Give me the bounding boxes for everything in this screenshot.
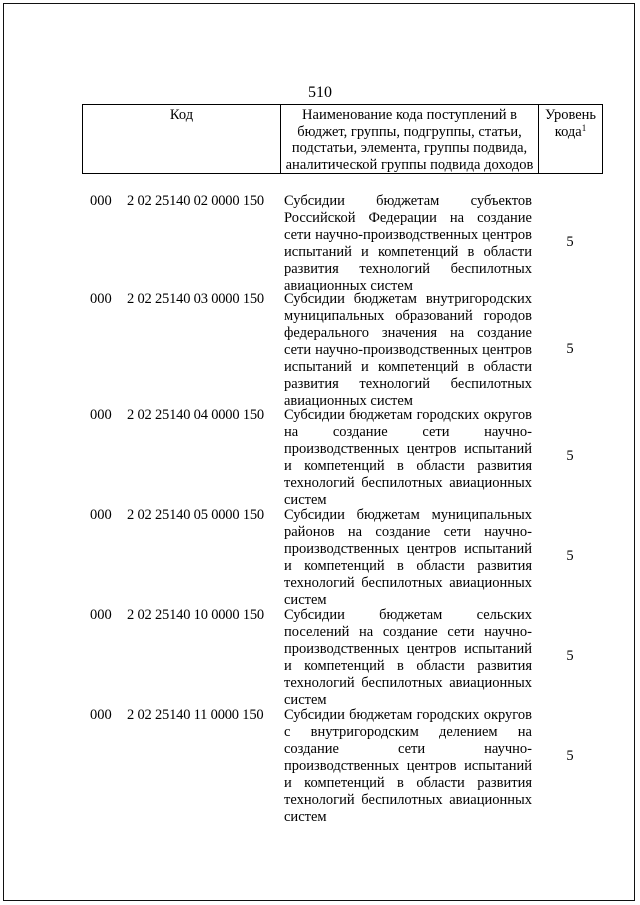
code-level: 5 xyxy=(566,548,574,564)
code-level: 5 xyxy=(566,448,574,464)
header-level xyxy=(539,105,602,173)
code-level: 5 xyxy=(566,234,574,250)
header-code: Код xyxy=(83,105,281,173)
revenue-code: 2 02 25140 02 0000 150 xyxy=(127,193,264,209)
admin-code: 000 xyxy=(90,707,112,723)
revenue-code: 2 02 25140 05 0000 150 xyxy=(127,507,264,523)
table-header xyxy=(82,104,603,174)
revenue-name: Субсидии бюджетам сельских поселений на создание сети научно-производственных центров испытаний и компетенций в области развития технологий беспилотных авиационных систем xyxy=(284,607,532,708)
revenue-name: Субсидии бюджетам муниципальных районов на создание сети научно-производственных центров испытаний и компетенций в области развития технологий беспилотных авиационных систем xyxy=(284,507,532,608)
revenue-code: 2 02 25140 10 0000 150 xyxy=(127,607,264,623)
page-number: 510 xyxy=(308,84,332,101)
revenue-code: 2 02 25140 03 0000 150 xyxy=(127,291,264,307)
header-name: Наименование кода поступлений в бюджет, группы, подгруппы, статьи, подстатьи, элемента, группы подвида, аналитической группы подвида доходов xyxy=(281,105,539,173)
admin-code: 000 xyxy=(90,407,112,423)
revenue-code: 2 02 25140 11 0000 150 xyxy=(127,707,264,723)
code-level: 5 xyxy=(566,341,574,357)
header-level-footnote: 1 xyxy=(581,122,587,133)
revenue-name: Субсидии бюджетам субъектов Российской Федерации на создание сети научно-производственных центров испытаний и компетенций в области развития технологий беспилотных авиационных систем xyxy=(284,193,532,294)
revenue-code: 2 02 25140 04 0000 150 xyxy=(127,407,264,423)
revenue-name: Субсидии бюджетам внутригородских муниципальных образований городов федерального значения на создание сети научно-производственных центров испытаний и компетенций в области развития технологий беспилотных авиационных систем xyxy=(284,291,532,409)
revenue-name: Субсидии бюджетам городских округов с внутригородским делением на создание сети научно-производственных центров испытаний и компетенций в области развития технологий беспилотных авиационных систем xyxy=(284,707,532,825)
admin-code: 000 xyxy=(90,607,112,623)
code-level: 5 xyxy=(566,648,574,664)
header-level-label: Уровень кода xyxy=(544,107,597,140)
admin-code: 000 xyxy=(90,291,112,307)
admin-code: 000 xyxy=(90,507,112,523)
admin-code: 000 xyxy=(90,193,112,209)
code-level: 5 xyxy=(566,748,574,764)
revenue-name: Субсидии бюджетам городских округов на создание сети научно-производственных центров испытаний и компетенций в области развития технологий беспилотных авиационных систем xyxy=(284,407,532,508)
